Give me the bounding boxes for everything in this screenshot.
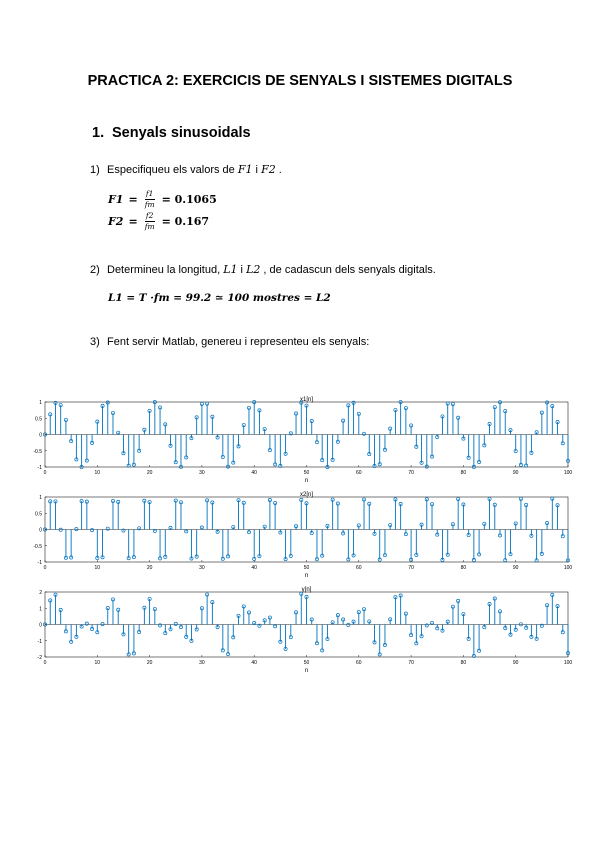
x-tick-label: 20 [146,470,153,476]
x-tick-label: 80 [460,660,467,666]
x-tick-label: 10 [94,470,101,476]
plot-x2 [0,489,600,581]
eq-sign: = [128,192,138,206]
y-tick-label: -1 [37,638,42,645]
eq-lhs: F2 [108,214,124,228]
y-tick-label: 1 [39,400,42,406]
plot-title: y[n] [301,587,312,593]
x-tick-label: 70 [408,565,414,571]
x-tick-label: 40 [251,470,257,476]
plot-x1 [0,394,600,486]
fraction-den: fm [144,199,155,209]
stem-chart-x2 [0,489,600,581]
x-tick-label: 90 [512,470,519,476]
y-tick-label: 0.5 [35,416,42,423]
eq-text: L1 = T ·fm = 99.2 ≃ 100 mostres = L2 [108,292,331,304]
eq-lhs: F1 [108,192,124,206]
x-tick-label: 40 [251,660,257,666]
equation-length [108,292,331,304]
plot-y [0,584,600,676]
plot-title: x1[n] [299,397,314,403]
y-tick-label: 1 [39,495,42,501]
fraction-den: fm [144,221,155,231]
equation-f1 [108,190,217,208]
x-tick-label: 0 [43,565,47,571]
x-tick-label: 50 [303,470,310,476]
x-tick-label: 70 [408,470,414,476]
math-var: L2 [246,263,261,276]
stem-marker [101,622,104,625]
x-axis-label: n [304,668,309,674]
stem-marker [362,432,365,435]
x-tick-label: 60 [356,565,362,571]
x-tick-label: 60 [356,470,362,476]
document-title: PRACTICA 2: EXERCICIS DE SENYALS I SISTEMES DIGITALS [87,73,513,89]
item-text: . [275,164,282,176]
item-text: , de cadascun dels senyals digitals. [260,264,436,276]
y-tick-label: -1 [37,560,42,566]
section-heading [92,125,251,141]
x-tick-label: 90 [512,565,519,571]
x-tick-label: 70 [408,660,414,666]
y-tick-label: -0.5 [33,543,42,550]
list-item-3 [90,336,369,348]
fraction-num: f2 [145,211,154,220]
y-tick-label: -2 [37,655,42,661]
x-axis-label: n [304,573,309,579]
y-tick-label: -0.5 [33,448,42,455]
x-tick-label: 100 [563,660,573,666]
x-tick-label: 100 [563,470,573,476]
x-tick-label: 10 [94,565,101,571]
list-item-1 [90,163,282,176]
x-tick-label: 30 [199,565,205,571]
x-tick-label: 20 [146,565,153,571]
eq-sign: = [128,214,138,228]
fraction [145,212,155,230]
math-var: F2 [261,163,276,176]
eq-rhs: = 0.167 [161,214,210,228]
stem-chart-x1 [0,394,600,486]
fraction-num: f1 [145,189,154,198]
x-tick-label: 80 [460,565,467,571]
item-number: 2) [90,264,100,276]
item-text: Fent servir Matlab, genereu i representeu els senyals: [107,336,370,348]
x-tick-label: 30 [199,660,205,666]
item-text: Especifiqueu els valors de [107,164,238,176]
math-var: F1 [237,163,253,176]
x-tick-label: 0 [43,470,47,476]
x-tick-label: 100 [563,565,573,571]
math-var: L1 [223,263,238,276]
x-tick-label: 50 [303,660,310,666]
equation-f2 [108,212,209,230]
section-title: Senyals sinusoidals [112,125,251,141]
y-tick-label: 1 [39,606,42,613]
x-tick-label: 10 [94,660,101,666]
y-tick-label: 0 [39,622,42,629]
x-tick-label: 50 [303,565,310,571]
stem-chart-y [0,584,600,676]
plot-title: x2[n] [299,492,314,498]
y-tick-label: 2 [39,590,42,596]
eq-rhs: = 0.1065 [161,192,217,206]
item-text: Determineu la longitud, [107,264,224,276]
x-tick-label: 40 [251,565,257,571]
x-axis-label: n [304,478,309,484]
section-number: 1. [92,125,105,141]
stem-marker [106,527,109,530]
fraction [145,190,155,208]
y-tick-label: 0 [39,527,42,534]
item-number: 3) [90,336,100,348]
item-number: 1) [90,164,100,176]
y-tick-label: -1 [37,465,42,471]
item-text: i [252,164,262,176]
x-tick-label: 20 [146,660,153,666]
y-tick-label: 0 [39,432,42,439]
y-tick-label: 0.5 [35,511,42,518]
x-tick-label: 80 [460,470,467,476]
x-tick-label: 60 [356,660,362,666]
x-tick-label: 0 [43,660,47,666]
list-item-2 [90,263,436,276]
x-tick-label: 30 [199,470,205,476]
x-tick-label: 90 [512,660,519,666]
stem-marker [75,527,78,530]
item-text: i [237,264,247,276]
